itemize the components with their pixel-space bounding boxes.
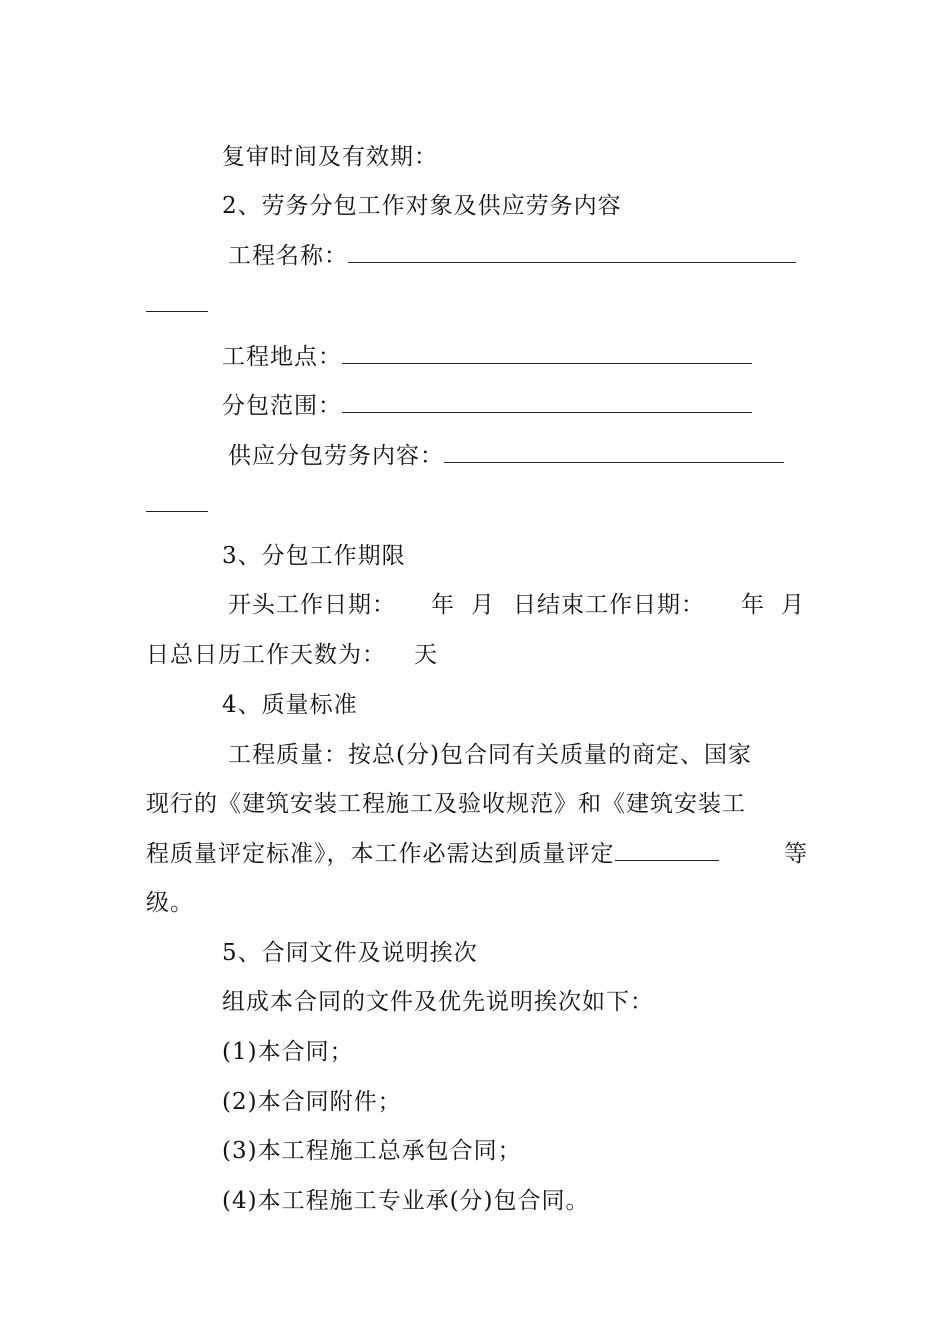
review-time-line: 复审时间及有效期： (222, 144, 438, 170)
doc-item-1: (1)本合同； (222, 1039, 354, 1065)
labor-content-blank-continuation (146, 511, 208, 512)
project-site-line (222, 338, 752, 371)
project-name-blank-continuation (146, 311, 208, 312)
section-2-title: 2、劳务分包工作对象及供应劳务内容 (222, 193, 622, 219)
quality-paragraph-line-4: 级。 (146, 890, 194, 916)
labor-content-line (228, 437, 784, 470)
labor-content-label: 供应分包劳务内容： (228, 443, 444, 469)
start-date-label: 开头工作日期： (228, 592, 396, 618)
project-site-blank (342, 363, 752, 364)
quality-grade-blank (615, 860, 719, 861)
project-name-blank (348, 262, 796, 263)
doc-item-2: (2)本合同附件； (222, 1089, 402, 1115)
subcontract-scope-blank (342, 412, 752, 413)
end-date-label: 日结束工作日期： (513, 592, 705, 618)
project-site-label: 工程地点： (222, 344, 342, 370)
total-days-label: 日总日历工作天数为： (146, 642, 386, 668)
end-year-unit: 年 (741, 592, 765, 618)
quality-paragraph-line-3 (146, 835, 719, 868)
section-3-title: 3、分包工作期限 (222, 543, 406, 569)
quality-paragraph-text: 程质量评定标准》，本工作必需达到质量评定 (146, 841, 615, 867)
days-unit: 天 (414, 642, 438, 668)
section-5-title: 5、合同文件及说明挨次 (222, 940, 478, 966)
start-month-unit: 月 (471, 592, 495, 618)
quality-grade-suffix: 等 (784, 841, 808, 867)
labor-content-blank (444, 462, 784, 463)
docs-intro: 组成本合同的文件及优先说明挨次如下： (222, 989, 654, 1015)
subcontract-scope-label: 分包范围： (222, 393, 342, 419)
doc-item-4: (4)本工程施工专业承(分)包合同。 (222, 1188, 590, 1214)
subcontract-scope-line (222, 387, 752, 420)
project-name-line (228, 237, 796, 270)
section-4-title: 4、质量标准 (222, 692, 358, 718)
doc-item-3: (3)本工程施工总承包合同； (222, 1138, 522, 1164)
start-year-unit: 年 (431, 592, 455, 618)
quality-paragraph-line-2: 现行的《建筑安装工程施工及验收规范》和《建筑安装工 (146, 791, 746, 817)
end-month-unit: 月 (781, 592, 805, 618)
quality-paragraph-line-1: 工程质量：按总(分)包合同有关质量的商定、国家 (228, 742, 752, 768)
project-name-label: 工程名称： (228, 243, 348, 269)
